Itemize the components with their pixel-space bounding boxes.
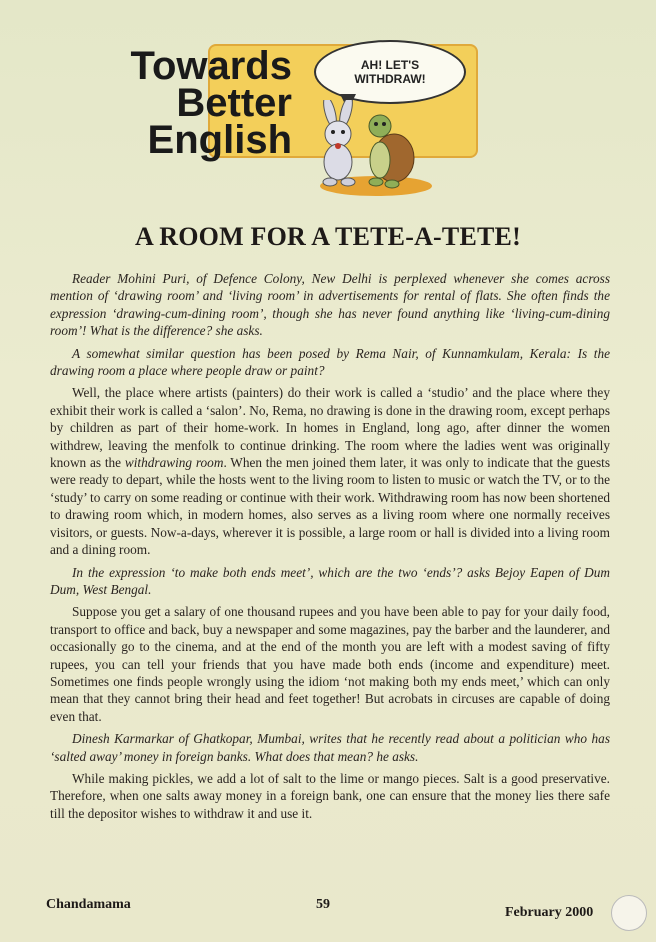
question-paragraph: In the expression ‘to make both ends meet’, which are the two ‘ends’? asks Bejoy Eapen of Dum Dum, West Bengal. <box>50 564 610 597</box>
cartoon-illustration <box>296 100 436 198</box>
question-paragraph: Reader Mohini Puri, of Defence Colony, New Delhi is perplexed whenever she comes across mention of ‘drawing room’ and ‘living room’ in advertisements for rental of flats. She often finds the expression ‘drawing-cum-dining room’, though she has never found anything like ‘living-cum-dining room’! What is the difference? she asks. <box>50 271 610 339</box>
rabbit-icon <box>321 100 355 186</box>
emphasis-term: withdrawing room <box>124 455 224 471</box>
scan-watermark-icon <box>611 895 647 931</box>
logo-line-1: Towards <box>130 44 292 88</box>
logo-line-2: Better <box>176 81 292 125</box>
speech-bubble-line-1: AH! LET'S <box>360 58 420 72</box>
question-paragraph: Dinesh Karmarkar of Ghatkopar, Mumbai, writes that he recently read about a politician who has ‘salted away’ money in foreign banks. What does that mean? he asks. <box>50 731 610 764</box>
answer-paragraph: Well, the place where artists (painters) do their work is called a ‘studio’ and the place where they exhibit their work is called a ‘salon’. No, Rema, no drawing is done in the drawing room, except perhaps by children as part of their home-work. In homes in England, long ago, after dinner the women withdrew, leaving the menfolk to continue drinking. The room where the ladies went was originally known as the withdrawing room. When the men joined them later, it was only to indicate that the guests were ready to depart, while the hosts went to the living room to listen to music or watch the TV, or to the ‘study’ to carry on some reading or continue with their work. Withdrawing room has now been shortened to drawing room which, in modern homes, also serves as a living room where one normally receives visitors, or guests. Now-a-days, wherever it is possible, a large room or hall is divided into a living room and a dining room. <box>50 385 610 558</box>
article-title: A ROOM FOR A TETE-A-TETE! <box>135 222 521 251</box>
column-logo <box>122 44 292 162</box>
article-body <box>50 270 610 827</box>
answer-paragraph: While making pickles, we add a lot of salt to the lime or mango pieces. Salt is a good preservative. Therefore, when one salts away money in a foreign bank, one can ensure that the money lies there safe till the depositor wishes to withdraw it and use it. <box>50 770 610 821</box>
speech-bubble <box>314 40 466 104</box>
question-paragraph: A somewhat similar question has been posed by Rema Nair, of Kunnamkulam, Kerala: Is the drawing room a place where people draw or paint? <box>50 345 610 379</box>
footer-issue-date: February 2000 <box>505 905 594 920</box>
logo-line-3: English <box>147 118 292 162</box>
footer-page-number: 59 <box>316 897 330 912</box>
footer-magazine-name: Chandamama <box>46 897 131 912</box>
speech-bubble-line-2: WITHDRAW! <box>354 72 426 86</box>
answer-paragraph: Suppose you get a salary of one thousand rupees and you have been able to pay for your daily food, transport to office and back, buy a newspaper and some magazines, pay the barber and the launderer, and occasionally go to the cinema, and at the end of the month you are left with a modest saving of fifty rupees, you can tell your friends that you have made both ends (income and expenditure) meet. Sometimes one finds people wrongly using the idiom ‘not making both my ends meet,’ which can only mean that they cannot bring their head and feet together! But acrobats in circuses are capable of doing even that. <box>50 604 610 724</box>
